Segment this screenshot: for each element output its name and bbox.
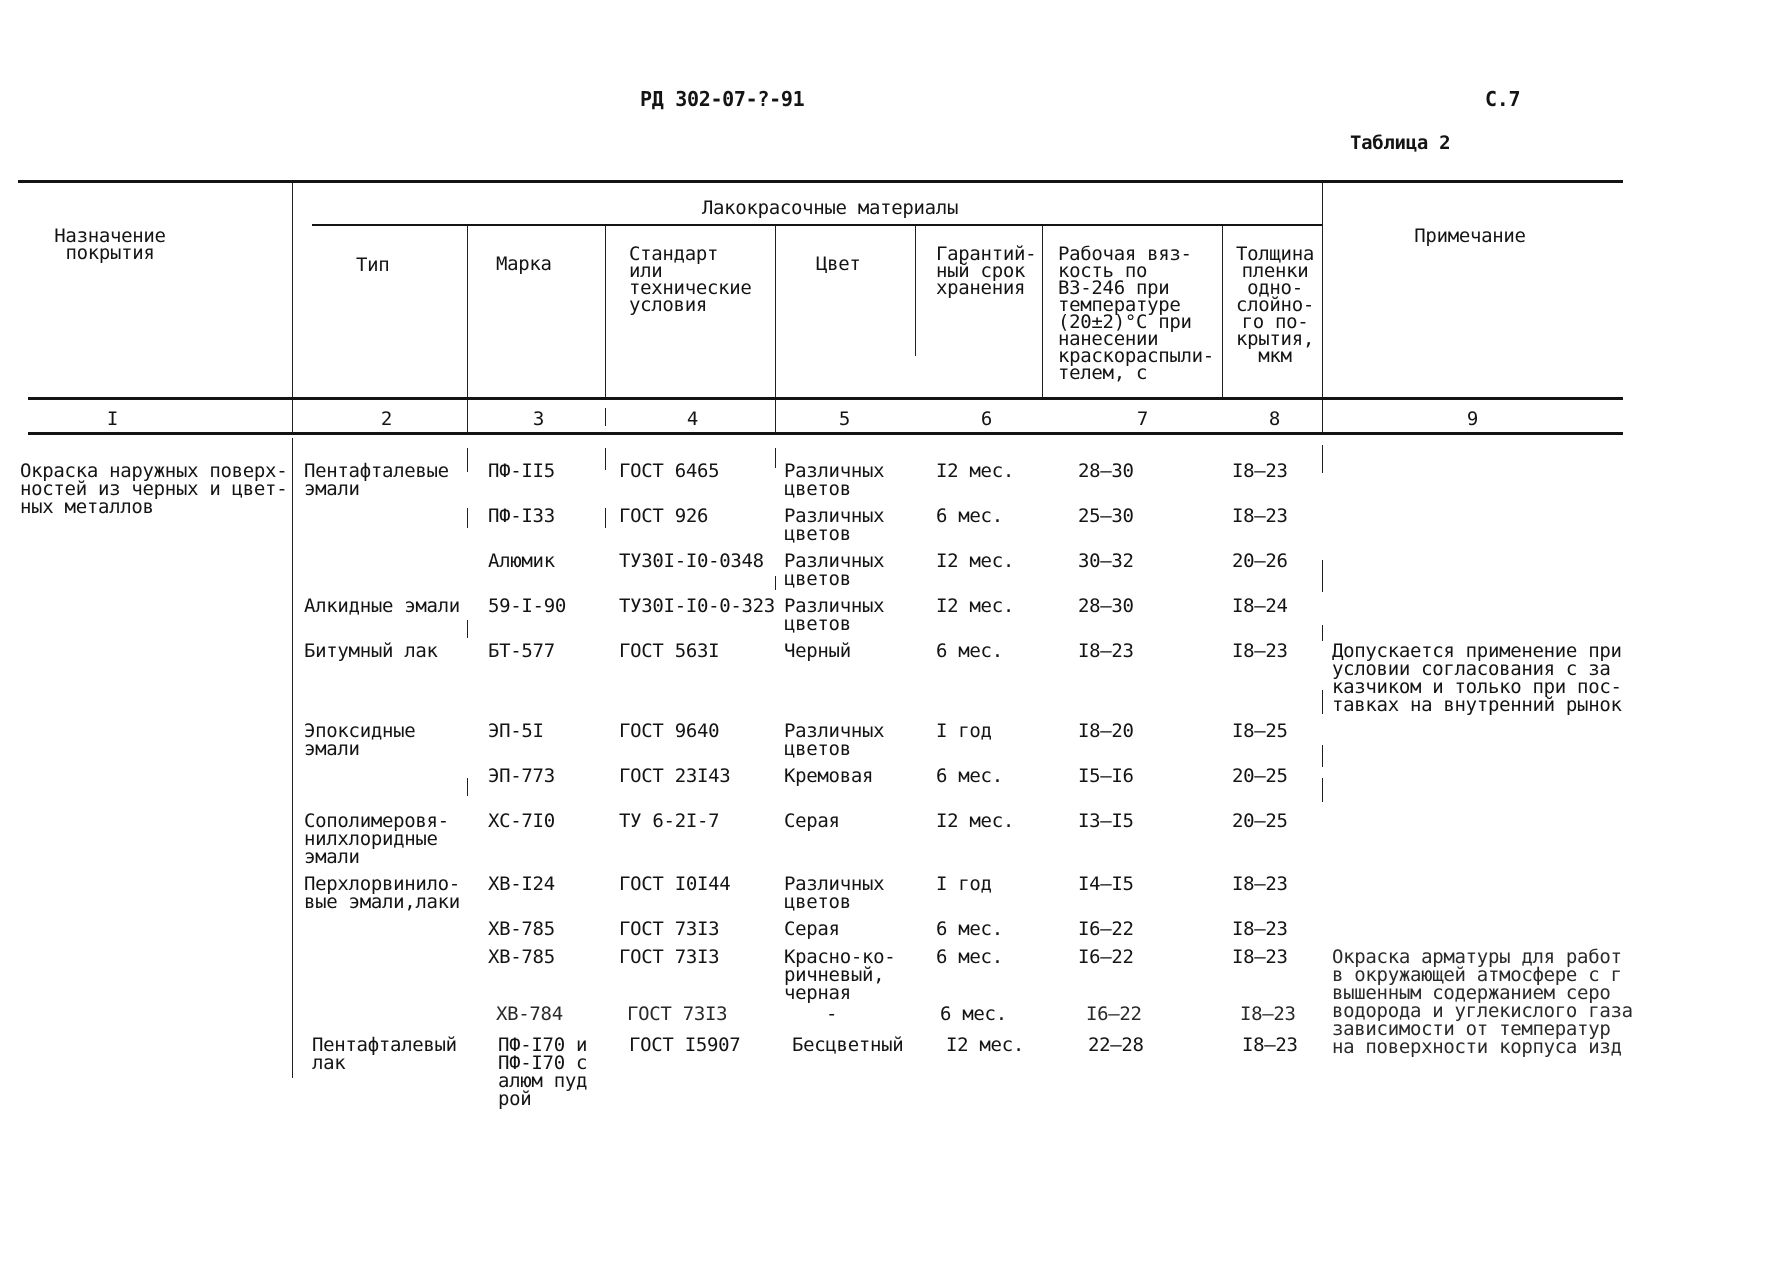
- body-divider-4b: [775, 576, 776, 590]
- row-2-standard: ГОСТ 926: [619, 505, 709, 527]
- body-divider-4a: [775, 448, 776, 468]
- col-divider-1: [292, 183, 293, 397]
- header-note: Примечание: [1414, 225, 1526, 247]
- row-12-color: -: [826, 1003, 838, 1025]
- row-3-viscosity: 30–32: [1078, 550, 1134, 572]
- row-5-color: Черный: [784, 640, 851, 662]
- row-6-color: Различных цветов: [784, 720, 885, 760]
- row-12-brand: ХВ-784: [496, 1003, 563, 1025]
- row-5-standard: ГОСТ 563I: [619, 640, 720, 662]
- row-7-color: Кремовая: [784, 765, 874, 787]
- row-8-color: Серая: [784, 810, 840, 832]
- header-brand: Марка: [496, 253, 552, 275]
- colnum-3: 3: [532, 408, 545, 430]
- row-13-thickness: I8–23: [1242, 1034, 1298, 1056]
- colnum-1: I: [106, 408, 119, 430]
- header-bottom-rule: [28, 397, 1623, 400]
- header-color: Цвет: [816, 253, 861, 275]
- row-6-brand: ЭП-5I: [488, 720, 544, 742]
- row-9-shelf: I год: [936, 873, 992, 895]
- row-10-color: Серая: [784, 918, 840, 940]
- table-top-rule: [18, 180, 1623, 183]
- materials-underline: [312, 224, 1322, 226]
- row-3-thickness: 20–26: [1232, 550, 1288, 572]
- row-7-standard: ГОСТ 23I43: [619, 765, 731, 787]
- col-divider-7: [1222, 226, 1223, 397]
- row-8-brand: ХС-7I0: [488, 810, 555, 832]
- row-3-standard: ТУ30I-I0-0348: [619, 550, 764, 572]
- row-6-shelf: I год: [936, 720, 992, 742]
- row-10-viscosity: I6–22: [1078, 918, 1134, 940]
- row-8-shelf: I2 мес.: [936, 810, 1014, 832]
- row-1-brand: ПФ-II5: [488, 460, 555, 482]
- row-6-standard: ГОСТ 9640: [619, 720, 720, 742]
- row-13-color: Бесцветный: [792, 1034, 904, 1056]
- row-3-color: Различных цветов: [784, 550, 885, 590]
- col-divider-3: [605, 226, 606, 397]
- row-7-viscosity: I5–I6: [1078, 765, 1134, 787]
- body-divider-2d: [467, 778, 468, 796]
- row-9-viscosity: I4–I5: [1078, 873, 1134, 895]
- col-divider-5: [915, 226, 916, 356]
- header-thickness: Толщина пленки одно- слойно- го по- крытия, мкм: [1236, 243, 1314, 367]
- row-9-brand: ХВ-I24: [488, 873, 555, 895]
- row-13-shelf: I2 мес.: [946, 1034, 1024, 1056]
- row-5-thickness: I8–23: [1232, 640, 1288, 662]
- body-divider-7d: [1322, 690, 1323, 714]
- row-7-brand: ЭП-773: [488, 765, 555, 787]
- row-11-viscosity: I6–22: [1078, 946, 1134, 968]
- row-5-shelf: 6 мес.: [936, 640, 1003, 662]
- colnum-4: 4: [686, 408, 699, 430]
- row-11-standard: ГОСТ 73I3: [619, 946, 720, 968]
- row-8-thickness: 20–25: [1232, 810, 1288, 832]
- row-4-color: Различных цветов: [784, 595, 885, 635]
- row-13-brand: ПФ-I70 и ПФ-I70 с алюм пуд рой: [498, 1034, 588, 1110]
- num-divider-2: [467, 400, 468, 432]
- row-3-shelf: I2 мес.: [936, 550, 1014, 572]
- row-1-standard: ГОСТ 6465: [619, 460, 720, 482]
- header-standard: Стандарт или технические условия: [629, 243, 752, 316]
- body-divider-2a: [467, 448, 468, 472]
- row-10-brand: ХВ-785: [488, 918, 555, 940]
- row-11-brand: ХВ-785: [488, 946, 555, 968]
- row-5-type: Битумный лак: [304, 640, 438, 662]
- colnum-8: 8: [1268, 408, 1281, 430]
- row-11-thickness: I8–23: [1232, 946, 1288, 968]
- row-1-color: Различных цветов: [784, 460, 885, 500]
- row-8-type: Сополимеровя- нилхлоридные эмали: [304, 810, 449, 868]
- row-4-viscosity: 28–30: [1078, 595, 1134, 617]
- row-9-color: Различных цветов: [784, 873, 885, 913]
- col-divider-8: [1322, 183, 1323, 397]
- row-4-type: Алкидные эмали: [304, 595, 460, 617]
- header-materials: Лакокрасочные материалы: [701, 197, 959, 219]
- row-5-note: Допускается применение при условии согласования с за казчиком и только при пос- тавках на внутренний рынок: [1332, 640, 1622, 716]
- row-1-thickness: I8–23: [1232, 460, 1288, 482]
- num-divider-5: [1322, 400, 1323, 432]
- row-7-thickness: 20–25: [1232, 765, 1288, 787]
- row-11-shelf: 6 мес.: [936, 946, 1003, 968]
- num-divider-4: [775, 400, 776, 432]
- colnum-9: 9: [1466, 408, 1479, 430]
- row-5-viscosity: I8–23: [1078, 640, 1134, 662]
- row-1-viscosity: 28–30: [1078, 460, 1134, 482]
- table-label: Таблица 2: [1350, 132, 1451, 154]
- colnum-7: 7: [1136, 408, 1149, 430]
- row-11-color: Красно-ко- ричневый, черная: [784, 946, 896, 1004]
- body-divider-7e: [1322, 745, 1323, 767]
- colnum-2: 2: [380, 408, 393, 430]
- row-5-brand: БТ-577: [488, 640, 555, 662]
- row-12-standard: ГОСТ 73I3: [627, 1003, 728, 1025]
- header-type: Тип: [356, 254, 390, 276]
- page-number: С.7: [1485, 87, 1521, 111]
- row-4-thickness: I8–24: [1232, 595, 1288, 617]
- row-10-thickness: I8–23: [1232, 918, 1288, 940]
- num-divider-1: [292, 400, 293, 432]
- header-purpose: Назначение покрытия: [54, 225, 166, 264]
- colnum-6: 6: [980, 408, 993, 430]
- header-shelf: Гарантий- ный срок хранения: [936, 243, 1037, 299]
- row-2-color: Различных цветов: [784, 505, 885, 545]
- row-2-brand: ПФ-I33: [488, 505, 555, 527]
- row-3-brand: Алюмик: [488, 550, 555, 572]
- row-13-standard: ГОСТ I5907: [629, 1034, 741, 1056]
- body-divider-2b: [467, 508, 468, 528]
- row-9-standard: ГОСТ I0I44: [619, 873, 731, 895]
- row-12-thickness: I8–23: [1240, 1003, 1296, 1025]
- row-10-shelf: 6 мес.: [936, 918, 1003, 940]
- body-divider-3a: [605, 448, 606, 470]
- row-11-note: Окраска арматуры для работ в окружающей атмосфере с г вышенным содержанием серо водорода и углекислого газа зависимости от температур на поверхности корпуса изд: [1332, 946, 1633, 1058]
- colnum-5: 5: [838, 408, 851, 430]
- row-10-standard: ГОСТ 73I3: [619, 918, 720, 940]
- row-12-shelf: 6 мес.: [940, 1003, 1007, 1025]
- row-9-thickness: I8–23: [1232, 873, 1288, 895]
- body-divider-1: [292, 438, 293, 1078]
- row-6-thickness: I8–25: [1232, 720, 1288, 742]
- row-8-standard: ТУ 6-2I-7: [619, 810, 720, 832]
- row-13-viscosity: 22–28: [1088, 1034, 1144, 1056]
- row-2-viscosity: 25–30: [1078, 505, 1134, 527]
- body-divider-7f: [1322, 778, 1323, 802]
- column-numbers-rule: [28, 432, 1623, 435]
- body-divider-2c: [467, 620, 468, 638]
- body-divider-7c: [1322, 625, 1323, 641]
- row-1-shelf: I2 мес.: [936, 460, 1014, 482]
- body-divider-3b: [605, 508, 606, 528]
- num-divider-3: [605, 408, 606, 426]
- col-divider-2: [467, 226, 468, 397]
- col-divider-4: [775, 226, 776, 397]
- row-4-shelf: I2 мес.: [936, 595, 1014, 617]
- row-2-shelf: 6 мес.: [936, 505, 1003, 527]
- body-divider-7a: [1322, 445, 1323, 473]
- row-8-viscosity: I3–I5: [1078, 810, 1134, 832]
- row-9-type: Перхлорвинило- вые эмали,лаки: [304, 873, 460, 913]
- body-divider-7b: [1322, 560, 1323, 592]
- col-divider-6: [1042, 226, 1043, 397]
- row-1-type: Пентафталевые эмали: [304, 460, 449, 500]
- row-12-viscosity: I6–22: [1086, 1003, 1142, 1025]
- purpose-cell: Окраска наружных поверх- ностей из черных и цвет- ных металлов: [20, 460, 288, 518]
- row-4-standard: ТУ30I-I0-0-323: [619, 595, 775, 617]
- row-2-thickness: I8–23: [1232, 505, 1288, 527]
- row-13-type: Пентафталевый лак: [312, 1034, 457, 1074]
- document-code: РД 302-07-?-91: [640, 87, 805, 111]
- row-7-shelf: 6 мес.: [936, 765, 1003, 787]
- row-4-brand: 59-I-90: [488, 595, 566, 617]
- row-6-type: Эпоксидные эмали: [304, 720, 416, 760]
- header-viscosity: Рабочая вяз- кость по ВЗ-246 при температуре (20±2)°C при нанесении краскораспыли- телем, с: [1058, 243, 1214, 384]
- row-6-viscosity: I8–20: [1078, 720, 1134, 742]
